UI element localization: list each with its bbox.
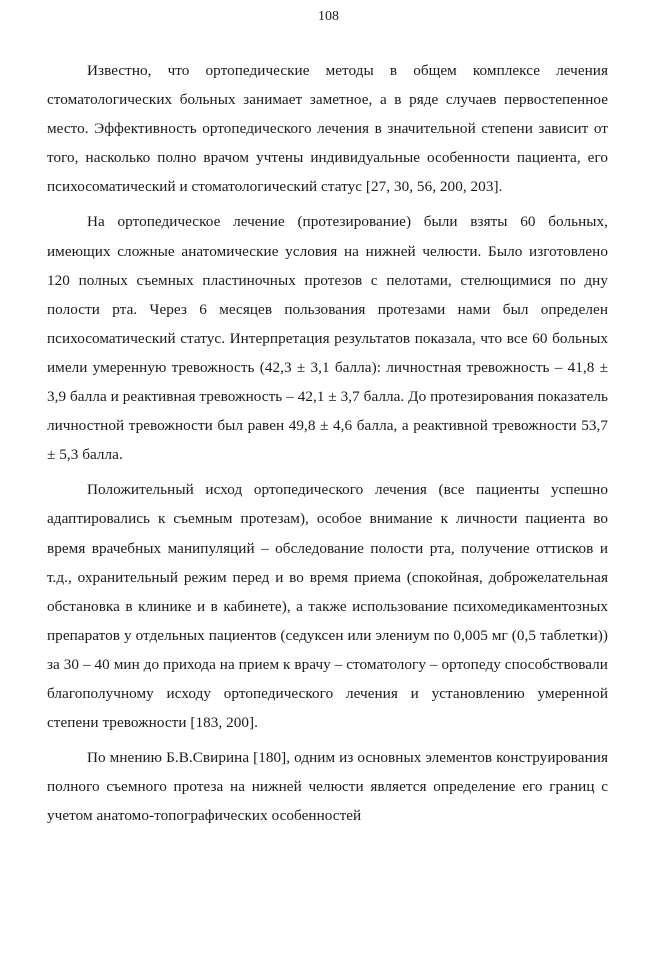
paragraph-1: Известно, что ортопедические методы в общем комплексе лечения стоматологических больных занимает заметное, а в ряде случаев первостепенное место. Эффективность ортопедического лечения в значительной степени зависит от того, насколько полно врачом учтены индивидуальные особенности пациента, его психосоматический и стоматологический статус [27, 30, 56, 200, 203]. — [47, 62, 608, 196]
body-text — [47, 56, 608, 836]
paragraph-3: Положительный исход ортопедического лечения (все пациенты успешно адаптировались к съемным протезам), особое внимание к личности пациента во время врачебных манипуляций – обследование полости рта, получение оттисков и т.д., охранительный режим перед и во время приема (спокойная, доброжелательная обстановка в клинике и в кабинете), а также использование психомедикаментозных препаратов у отдельных пациентов (седуксен или элениум по 0,005 мг (0,5 таблетки)) за 30 – 40 мин до прихода на прием к врачу – стоматологу – ортопеду способствовали благополучному исходу ортопедического лечения и установлению умеренной степени тревожности [183, 200]. — [47, 481, 608, 732]
paragraph-2: На ортопедическое лечение (протезирование) были взяты 60 больных, имеющих сложные анатомические условия на нижней челюсти. Было изготовлено 120 полных съемных пластиночных протезов с пелотами, стелющимися по дну полости рта. Через 6 месяцев пользования протезами нами был определен психосоматический статус. Интерпретация результатов показала, что все 60 больных имели умеренную тревожность (42,3 ± 3,1 балла): личностная тревожность – 41,8 ± 3,9 балла и реактивная тревожность – 42,1 ± 3,7 балла. До протезирования показатель личностной тревожности был равен 49,8 ± 4,6 балла, а реактивной тревожности 53,7 ± 5,3 балла. — [47, 213, 608, 464]
paragraph-4: По мнению Б.В.Свирина [180], одним из основных элементов конструирования полного съемного протеза на нижней челюсти является определение его границ с учетом анатомо-топографических особенностей — [47, 749, 608, 825]
page-number: 108 — [318, 9, 339, 24]
